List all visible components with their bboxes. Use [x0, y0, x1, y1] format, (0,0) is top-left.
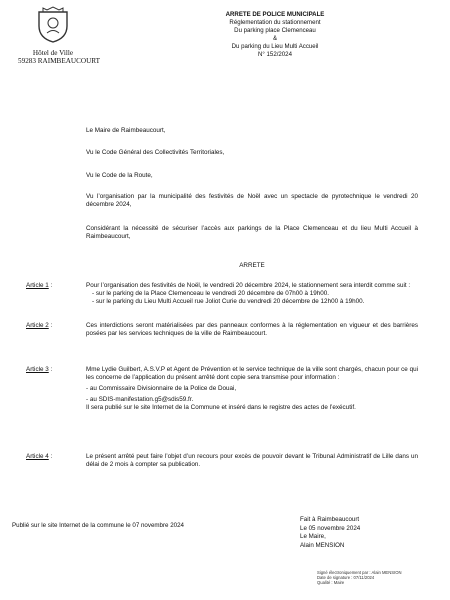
mayor-role: Le Maire,	[300, 533, 326, 541]
header-line: Du parking place Clemenceau	[234, 26, 316, 34]
electronic-signature	[317, 570, 402, 585]
header-line: ARRETE DE POLICE MUNICIPALE	[225, 11, 325, 18]
article-label-colon: :	[48, 322, 53, 329]
signature-line: Qualité : Maire	[317, 580, 345, 585]
article-label-colon: :	[48, 366, 53, 373]
article-3-body	[86, 366, 418, 412]
header-line: Du parking du Lieu Multi Accueil	[231, 42, 319, 50]
header-line: Réglementation du stationnement	[229, 18, 321, 26]
article-1-bullet: - sur le parking de la Place Clemenceau le vendredi 20 décembre de 07h00 à 19h00.	[92, 290, 329, 298]
arrete-title: ARRETE	[239, 262, 265, 269]
logo-line2: 59283 RAIMBEAUCOURT	[18, 57, 101, 65]
sign-date: Le 05 novembre 2024	[300, 524, 361, 532]
article-label-text: Article 1	[26, 282, 49, 289]
article-4-label	[26, 453, 52, 460]
publication-note: Publié sur le site Internet de la commune le 07 novembre 2024	[12, 522, 184, 529]
town-logo	[18, 6, 101, 65]
signature-block	[300, 516, 360, 550]
article-3-after: Il sera publié sur le site Internet de la Commune et inséré dans le registre des actes de l’exécutif.	[86, 403, 356, 411]
preamble-code-route: Vu le Code de la Route,	[86, 172, 153, 179]
signature-line: Date de signature : 07/11/2024	[317, 575, 375, 580]
made-at: Fait à Raimbeaucourt	[300, 516, 360, 523]
article-label-colon: :	[48, 453, 53, 460]
article-4-text: Le présent arrêté peut faire l’objet d’un recours pour excès de pouvoir devant le Tribunal Administratif de Lille dans un délai de 2 mois à compter sa publication.	[86, 453, 418, 469]
mayor-name: Alain MENSION	[300, 541, 345, 549]
article-1-body	[86, 282, 418, 307]
preamble-organisation: Vu l’organisation par la municipalité des festivités de Noël avec un spectacle de pyrotechnique le vendredi 20 décembre 2024,	[86, 193, 418, 209]
article-1-label	[26, 282, 52, 289]
article-1-bullet: - sur le parking du Lieu Multi Accueil rue Joliot Curie du vendredi 20 décembre de 12h00 à 19h00.	[92, 298, 365, 306]
header-line: &	[272, 34, 278, 42]
header-line: N° 152/2024	[258, 50, 292, 58]
article-label-text: Article 3	[26, 366, 49, 373]
preamble-considerant: Considérant la nécessité de sécuriser l’accès aux parkings de la Place Clemenceau et du lieu Multi Accueil à Raimbeaucourt,	[86, 225, 418, 241]
decree-header	[190, 11, 360, 58]
article-label-colon: :	[48, 282, 53, 289]
article-label-text: Article 4	[26, 453, 49, 460]
article-1-text: Pour l’organisation des festivités de Noël, le vendredi 20 décembre 2024, le stationnement sera interdit comme suit :	[86, 282, 411, 289]
article-3-item: - au SDIS-manifestation.g5@sdis59.fr.	[86, 395, 194, 403]
seal-icon	[33, 6, 73, 44]
article-3-item: - au Commissaire Divisionnaire de la Police de Douai,	[86, 385, 237, 393]
article-label-text: Article 2	[26, 322, 49, 329]
logo-line1: Hôtel de Ville	[32, 49, 74, 57]
article-2-text: Ces interdictions seront matérialisées par des panneaux conformes à la réglementation en vigueur et des barrières posées par les services techniques de la ville de Raimbeaucourt.	[86, 322, 418, 338]
article-3-label	[26, 366, 52, 373]
signature-line: Signé électroniquement par : Alain MENSION	[317, 570, 402, 575]
article-3-text: Mme Lydie Guilbert, A.S.V.P et Agent de Prévention et le service technique de la ville sont chargés, chacun pour ce qui les concerne de l’application du présent arrêté dont copie sera transmise pour information :	[86, 366, 418, 382]
preamble-cgct: Vu le Code Général des Collectivités Territoriales,	[86, 149, 225, 156]
preamble-mayor: Le Maire de Raimbeaucourt,	[86, 127, 166, 134]
article-2-label	[26, 322, 52, 329]
